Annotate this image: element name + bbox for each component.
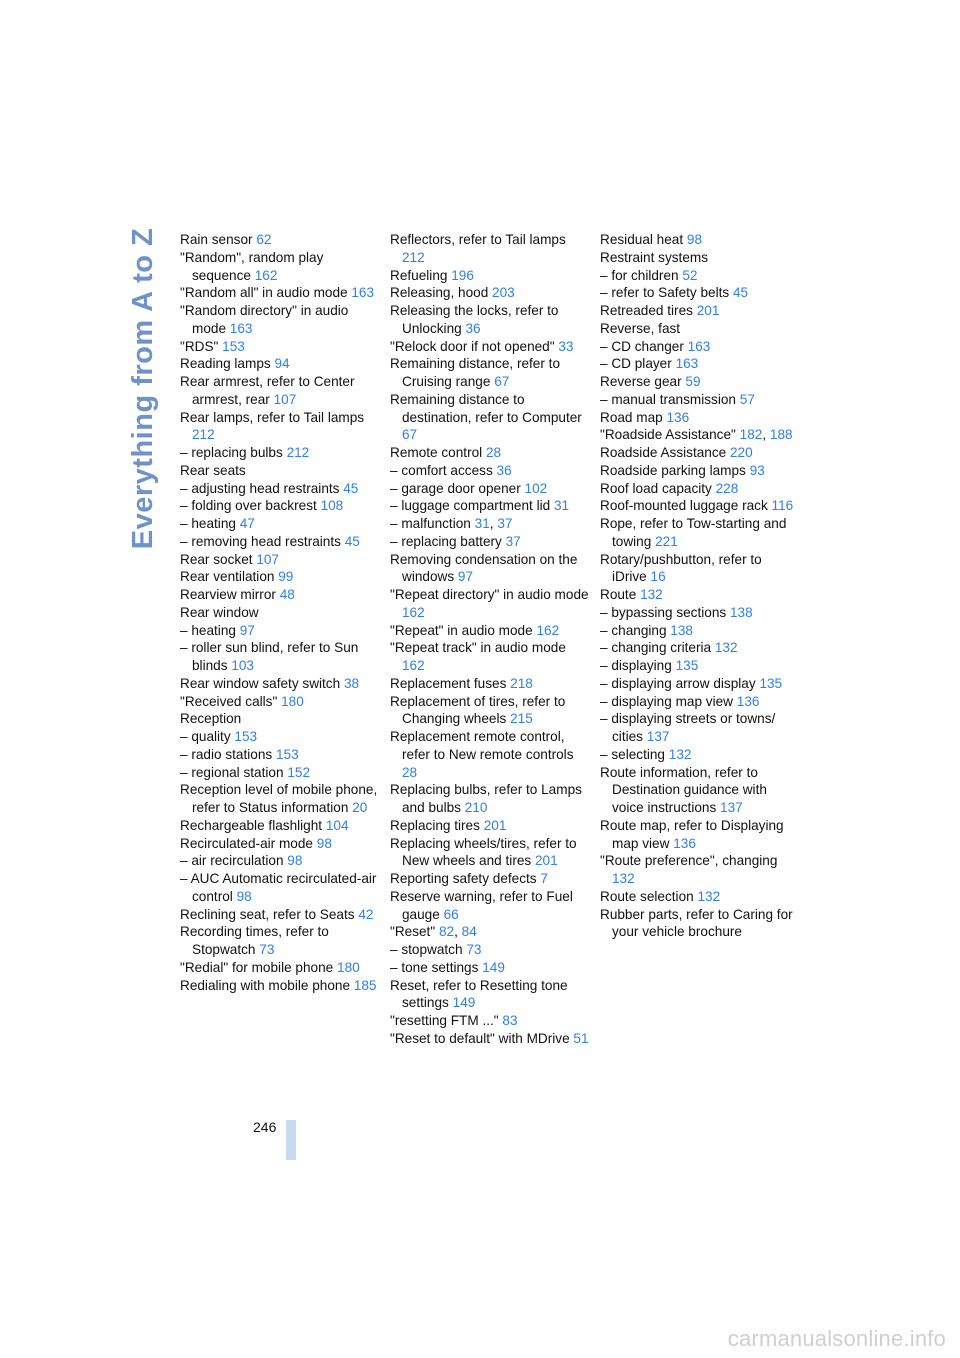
index-entry-text: Rear socket [180,551,253,567]
index-entry-text: Releasing, hood [390,285,489,301]
index-entry-text: Roadside parking lamps [600,462,746,478]
index-entry [390,728,590,781]
index-entry [390,941,590,959]
index-entry-text: Redialing with mobile phone [180,977,351,993]
index-entry-text: "Received calls" [180,693,278,709]
page-reference-link[interactable]: 52 [682,267,698,283]
page-reference-link[interactable]: 59 [685,374,701,389]
page-reference-link[interactable]: 153 [222,338,245,354]
index-entry-text: – changing criteria [600,640,712,656]
index-column-3 [600,231,800,941]
page-reference-link[interactable]: 104 [325,817,349,833]
page-reference-link[interactable]: 132 [668,746,692,762]
page-reference-link[interactable]: 180 [281,693,304,709]
page-number-bar [286,1120,296,1160]
index-entry [180,480,380,498]
index-entry-text: – regional station [180,764,284,780]
index-entry-text: Restraint systems [600,249,709,265]
index-entry-text: Recording times, refer to Stopwatch [180,924,329,957]
index-entry [600,622,800,640]
index-entry-text: "resetting FTM ..." [390,1013,499,1028]
index-entry [390,355,590,391]
index-entry-text: Reporting safety defects [390,871,537,886]
index-entry [180,284,380,302]
index-entry-text: Rotary/pushbutton, refer to iDrive [600,551,762,585]
index-column-1 [180,231,380,994]
page-reference-link[interactable]: 33 [558,338,574,354]
page-reference-link[interactable]: 212 [286,445,310,460]
page-reference-link[interactable]: 212 [402,249,425,265]
page-reference-link[interactable]: 94 [274,356,290,372]
page-reference-link[interactable]: 132 [714,640,738,656]
page-reference-link[interactable]: 201 [483,817,507,833]
index-entry [180,959,380,977]
index-entry: – malfunction 31, 37 [390,516,513,531]
index-entry [390,781,590,817]
page-reference-link[interactable]: 45 [344,533,360,549]
index-entry [180,533,380,551]
index-entry [600,693,800,711]
index-entry [600,409,800,427]
index-entry-text: Reception level of mobile phone, refer to Status information [180,782,378,815]
page-reference-link[interactable]: 196 [451,267,474,283]
index-entry [390,497,590,515]
page-reference-link[interactable]: 93 [749,462,765,478]
index-entry-text: "Repeat directory" in audio mode [390,587,589,602]
index-entry [180,444,380,462]
page-reference-link[interactable]: 67 [494,374,510,389]
page-reference-link[interactable]: 182 [739,427,763,443]
page-reference-link[interactable]: 152 [287,764,311,780]
page-reference-link[interactable]: 97 [239,622,255,638]
section-side-title [126,228,162,548]
page-reference-link[interactable]: 16 [650,569,666,585]
index-entry [600,231,800,249]
index-entry [180,746,380,764]
index-entry-text: Remaining distance to destination, refer to Computer [390,391,582,425]
page-reference-link[interactable]: 98 [287,853,303,869]
index-entry-text: Refueling [390,267,448,283]
index-entry-text: – tone settings [390,959,479,975]
index-entry [600,320,800,338]
index-entry [600,338,800,356]
index-entry-text: – selecting [600,746,665,762]
page-reference-link[interactable]: 38 [343,675,360,691]
index-entry [390,977,590,1013]
index-entry-text: – bypassing sections [600,604,727,620]
index-entry [180,852,380,870]
index-entry-text: Roadside Assistance [600,445,727,460]
page-reference-link[interactable]: 163 [675,356,699,372]
page-reference-link[interactable]: 136 [673,835,696,851]
page-reference-link[interactable]: 36 [465,320,481,336]
index-entry-text: Replacing tires [390,817,480,833]
index-entry [180,586,380,604]
index-entry [390,959,590,977]
page-reference-link[interactable]: 45 [343,480,359,496]
index-entry [600,710,800,746]
index-entry [180,870,380,906]
index-entry: "Roadside Assistance" 182, 188 [600,427,793,443]
page-reference-link[interactable]: 45 [733,285,749,301]
index-entry [390,870,590,888]
page-reference-link[interactable]: 97 [457,569,474,585]
page-reference-link[interactable]: 67 [402,427,418,443]
index-entry [180,710,380,728]
page-reference-link[interactable]: 132 [640,587,663,602]
index-entry-text: Reverse, fast [600,320,681,336]
index-entry [390,888,590,924]
index-entry-text: – quality [180,729,231,744]
index-entry [180,639,380,675]
index-entry [180,338,380,356]
index-entry [180,373,380,409]
index-entry [180,728,380,746]
index-entry-text: Retreaded tires [600,303,693,318]
index-entry [600,355,800,373]
index-entry [390,1012,590,1030]
index-entry-text: Roof load capacity [600,480,712,496]
index-entry [180,231,380,249]
page-reference-link[interactable]: 62 [256,232,272,247]
page-reference-link[interactable]: 83 [502,1013,518,1028]
index-entry [600,657,800,675]
index-entry [180,781,380,817]
index-entry-text: Replacing bulbs, refer to Lamps and bulbs [390,782,582,815]
index-entry-text: "Random directory" in audio mode [180,303,349,336]
index-entry-text: Road map [600,409,663,425]
index-entry [180,568,380,586]
index-entry [600,906,800,942]
index-entry-text: – CD player [600,356,672,372]
index-entry-text: – heating [180,516,236,531]
index-entry [180,693,380,711]
page-reference-link[interactable]: 210 [464,800,488,815]
index-entry [390,462,590,480]
index-entry-text: Rear armrest, refer to Center armrest, rear [180,374,355,407]
index-entry-text: – garage door opener [390,480,521,496]
index-entry [600,639,800,657]
index-entry-text: – roller sun blind, refer to Sun blinds [180,640,359,673]
index-entry-text: "Reset to default" with MDrive [390,1030,570,1046]
index-entry-text: Route [600,587,637,602]
index-entry-text: Rearview mirror [180,587,276,602]
index-entry [600,888,800,906]
index-entry-text: Replacement remote control, refer to New remote controls [390,729,574,762]
page-reference-link[interactable]: 66 [443,906,459,922]
index-entry [600,444,800,462]
index-entry-text: Reset, refer to Resetting tone settings [390,977,568,1011]
index-entry [180,551,380,569]
page-reference-link[interactable]: 180 [337,959,360,975]
index-entry-text: Reverse gear [600,374,682,389]
index-entry [180,835,380,853]
page-reference-link[interactable]: 188 [769,427,793,443]
index-entry-text: Route map, refer to Displaying map view [600,817,784,851]
index-entry [600,302,800,320]
index-entry [180,462,380,480]
index-entry-text: Rear ventilation [180,569,275,585]
footer-watermark: carmanualsonline.info [727,1326,946,1351]
page-reference-link[interactable]: 163 [687,338,711,354]
page-reference-link[interactable]: 36 [496,462,512,478]
index-entry [600,586,800,604]
index-entry-text: "Repeat" in audio mode [390,622,533,638]
page-reference-link[interactable]: 31 [474,516,490,531]
index-entry-text: Replacing wheels/tires, refer to New wheels and tires [390,835,577,869]
page-reference-link[interactable]: 98 [316,835,332,851]
index-entry [390,338,590,356]
page-reference-link[interactable]: 37 [505,533,521,549]
index-entry [600,391,800,409]
index-entry-text: – displaying arrow display [600,675,756,691]
page-reference-link[interactable]: 107 [273,391,297,407]
index-entry [390,1030,590,1048]
index-entry-text: – malfunction [390,516,471,531]
index-entry-text: Remote control [390,445,483,460]
page-reference-link[interactable]: 218 [510,675,533,691]
index-entry-text: – folding over backrest [180,498,317,514]
page-reference-link[interactable]: 31 [553,498,570,514]
page-reference-link[interactable]: 212 [192,427,215,443]
index-entry [180,675,380,693]
index-entry [180,355,380,373]
index-entry [600,764,800,817]
index-entry [600,551,800,587]
index-entry [600,267,800,285]
index-entry [600,284,800,302]
index-entry-text: – displaying [600,658,672,673]
page-reference-link[interactable]: 82 [438,924,455,940]
index-entry-text: Reflectors, refer to Tail lamps [390,232,566,247]
page-number: 246 [253,1119,277,1135]
index-entry-text: Residual heat [600,232,684,247]
page-reference-link[interactable]: 116 [771,498,794,514]
index-entry-text: "Random all" in audio mode [180,285,348,301]
page-reference-link[interactable]: 28 [402,764,418,780]
index-entry [600,249,800,267]
index-entry-text: Route information, refer to Destination guidance with voice instructions [600,764,767,815]
index-entry-text: Rear seats [180,462,246,478]
index-entry [180,302,380,338]
index-entry-text: Removing condensation on the windows [390,551,578,585]
page-reference-link[interactable]: 37 [497,516,513,531]
page-reference-link[interactable]: 203 [492,285,515,301]
page-reference-link[interactable]: 47 [239,516,255,531]
index-entry-text: "Redial" for mobile phone [180,959,334,975]
index-entry-text: – manual transmission [600,391,736,407]
index-entry [180,249,380,285]
index-entry [390,391,590,444]
page-reference-link[interactable]: 84 [461,924,477,940]
page-reference-link[interactable]: 162 [402,604,425,620]
index-entry-text: Remaining distance, refer to Cruising range [390,356,561,389]
index-entry-text: Reading lamps [180,356,271,372]
index-entry-text: – comfort access [390,462,493,478]
index-entry-text: Reception [180,711,242,727]
page-reference-link[interactable]: 149 [482,959,505,975]
index-entry-text: Rear window [180,604,259,620]
section-title-text: Everything from A to Z [127,227,160,549]
index-entry [600,373,800,391]
index-entry [390,693,590,729]
index-entry-text: Reclining seat, refer to Seats [180,906,355,922]
index-entry [180,409,380,445]
page-reference-link[interactable]: 57 [739,391,755,407]
index-entry [390,817,590,835]
page-reference-link[interactable]: 138 [729,604,753,620]
index-entry [600,852,800,888]
index-entry-text: "Roadside Assistance" [600,427,736,443]
page-reference-link[interactable]: 153 [275,746,299,762]
index-entry-text: – changing [600,622,667,638]
page-reference-link[interactable]: 215 [510,711,533,727]
page-reference-link[interactable]: 28 [485,445,502,460]
page-reference-link[interactable]: 107 [256,551,279,567]
page-reference-link[interactable]: 135 [759,675,783,691]
index-entry-text: Rope, refer to Tow-starting and towing [600,516,787,549]
index-entry [390,480,590,498]
index-entry-text: – displaying map view [600,693,733,709]
index-entry [180,906,380,924]
index-entry [390,444,590,462]
index-entry-text: Replacement fuses [390,675,507,691]
index-entry-text: – refer to Safety belts [600,285,730,301]
index-entry-text: Rain sensor [180,232,253,247]
page-reference-link[interactable]: 136 [736,693,760,709]
index-entry-text: "Route preference", changing [600,853,778,869]
index-entry-text: "Random", random play sequence [180,249,324,283]
page-reference-link[interactable]: 137 [720,800,743,815]
index-entry-text: – stopwatch [390,942,463,957]
page-reference-link[interactable]: 98 [686,232,703,247]
index-entry-text: – CD changer [600,338,684,354]
page-reference-link[interactable]: 149 [452,995,476,1011]
index-entry-text: – radio stations [180,746,273,762]
index-entry [390,302,590,338]
index-entry [390,639,590,675]
index-entry [390,835,590,871]
page-reference-link[interactable]: 221 [655,533,678,549]
page-reference-link[interactable]: 153 [234,729,258,744]
page-reference-link[interactable]: 98 [236,888,252,904]
index-entry-text: "Relock door if not opened" [390,338,555,354]
page-reference-link[interactable]: 132 [697,888,721,904]
index-entry-text: Releasing the locks, refer to Unlocking [390,303,559,336]
index-entry [180,977,380,995]
index-entry-text: Rechargeable flashlight [180,817,323,833]
page-reference-link[interactable]: 163 [351,285,375,301]
index-column-2 [390,231,590,1048]
index-entry-text: Rear window safety switch [180,675,341,691]
index-entry-text: "RDS" [180,338,219,354]
index-entry [390,675,590,693]
index-entry [600,462,800,480]
index-entry [600,604,800,622]
index-entry [180,604,380,622]
page-reference-link[interactable]: 73 [466,942,482,957]
page-reference-link[interactable]: 162 [536,622,560,638]
page-reference-link[interactable]: 163 [229,320,253,336]
index-entry [180,497,380,515]
index-entry [600,817,800,853]
page-reference-link[interactable]: 20 [352,800,368,815]
index-entry-text: – air recirculation [180,853,284,869]
page-reference-link[interactable]: 103 [231,658,254,673]
page-reference-link[interactable]: 138 [670,622,693,638]
index-entry-text: Replacement of tires, refer to Changing wheels [390,693,566,727]
index-entry-text: – replacing bulbs [180,445,283,460]
index-entry-text: "Repeat track" in audio mode [390,640,566,656]
index-entry-text: – adjusting head restraints [180,480,340,496]
index-entry [600,515,800,551]
page-reference-link[interactable]: 136 [666,409,690,425]
page-reference-link[interactable]: 42 [358,906,374,922]
page-reference-link[interactable]: 228 [715,480,739,496]
page-reference-link[interactable]: 108 [320,498,344,514]
index-entry-text: Route selection [600,888,694,904]
index-entry [390,267,590,285]
index-entry-text: Reserve warning, refer to Fuel gauge [390,888,573,922]
index-entry-text: – for children [600,267,679,283]
page-reference-link[interactable]: 220 [729,445,753,460]
index-entry [180,622,380,640]
index-entry-text: Roof-mounted luggage rack [600,498,768,514]
index-entry [390,551,590,587]
index-entry-text: – removing head restraints [180,533,341,549]
index-entry-text: – luggage compartment lid [390,498,551,514]
page-reference-link[interactable]: 7 [540,871,548,886]
page-reference-link[interactable]: 48 [279,587,295,602]
page-reference-link[interactable]: 162 [254,267,278,283]
index-entry-text: Recirculated-air mode [180,835,313,851]
index-entry [600,675,800,693]
page-reference-link[interactable]: 162 [402,658,425,673]
index-entry-text: "Reset" [390,924,436,940]
page-reference-link[interactable]: 137 [646,729,670,744]
index-entry [390,586,590,622]
page-reference-link[interactable]: 201 [696,303,720,318]
page-reference-link[interactable]: 73 [259,942,275,957]
index-entry [180,923,380,959]
page-reference-link[interactable]: 132 [612,871,635,886]
index-entry-text: – displaying streets or towns/ cities [600,711,776,744]
page-reference-link[interactable]: 102 [524,480,548,496]
index-entry-text: – AUC Automatic recirculated-air control [180,871,377,904]
page-reference-link[interactable]: 135 [675,658,699,673]
index-entry [180,764,380,782]
page-reference-link[interactable]: 51 [573,1030,589,1046]
index-entry-text: – replacing battery [390,533,502,549]
index-entry [180,515,380,533]
page-reference-link[interactable]: 99 [278,569,294,585]
index-entry: "Reset" 82, 84 [390,924,477,940]
page-reference-link[interactable]: 185 [353,977,377,993]
index-entry-text: Rubber parts, refer to Caring for your vehicle brochure [600,906,793,940]
index-entry [600,746,800,764]
index-entry [390,622,590,640]
index-entry [390,533,590,551]
index-entry [390,231,590,267]
index-entry-text: – heating [180,622,236,638]
page-reference-link[interactable]: 201 [534,853,558,869]
index-entry-text: Rear lamps, refer to Tail lamps [180,409,365,425]
index-entry [180,817,380,835]
index-entry [600,480,800,498]
index-entry [390,284,590,302]
index-entry [600,497,800,515]
